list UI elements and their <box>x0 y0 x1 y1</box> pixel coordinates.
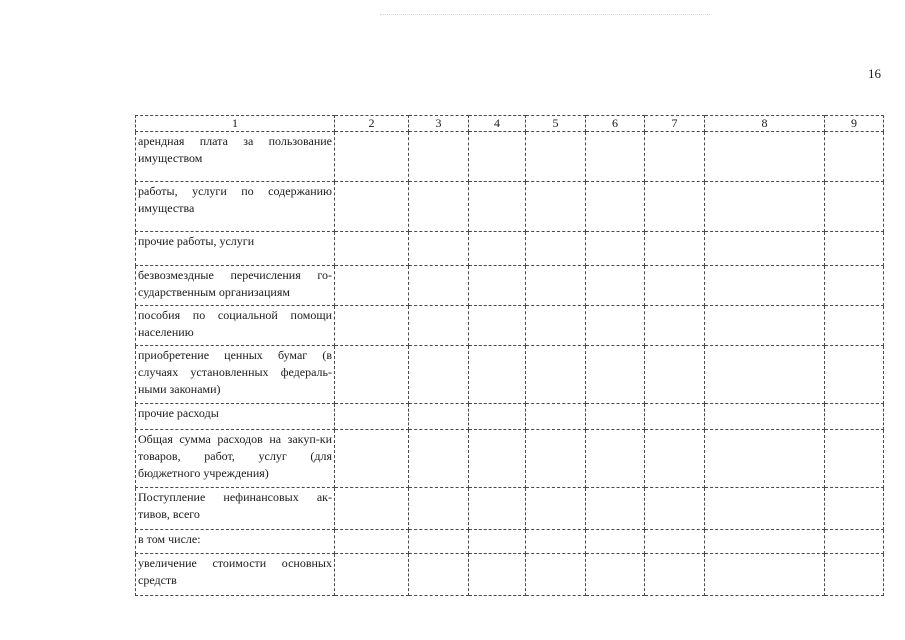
row-label-text: Общая сумма расходов на закуп-ки товаров, работ, услуг (для бюджетного учреждения) <box>138 432 332 480</box>
column-header: 4 <box>469 116 526 132</box>
column-header: 9 <box>825 116 884 132</box>
row-label <box>136 530 335 554</box>
column-header: 6 <box>586 116 645 132</box>
empty-cell <box>586 554 645 596</box>
empty-cell <box>469 306 526 346</box>
empty-cell <box>409 232 469 266</box>
empty-cell <box>335 232 409 266</box>
row-label-text: прочие расходы <box>138 406 219 420</box>
empty-cell <box>409 346 469 404</box>
table-row <box>136 182 884 232</box>
column-header: 7 <box>645 116 705 132</box>
empty-cell <box>526 404 586 430</box>
empty-cell <box>705 554 825 596</box>
empty-cell <box>705 430 825 488</box>
empty-cell <box>526 488 586 530</box>
table-row <box>136 404 884 430</box>
empty-cell <box>409 306 469 346</box>
column-header: 3 <box>409 116 469 132</box>
row-label <box>136 346 335 404</box>
column-header: 5 <box>526 116 586 132</box>
column-header: 1 <box>136 116 335 132</box>
empty-cell <box>705 306 825 346</box>
row-label <box>136 488 335 530</box>
empty-cell <box>409 488 469 530</box>
empty-cell <box>526 346 586 404</box>
empty-cell <box>526 430 586 488</box>
empty-cell <box>645 306 705 346</box>
empty-cell <box>469 182 526 232</box>
empty-cell <box>825 404 884 430</box>
empty-cell <box>469 232 526 266</box>
table-row <box>136 132 884 182</box>
empty-cell <box>645 430 705 488</box>
empty-cell <box>825 530 884 554</box>
empty-cell <box>526 530 586 554</box>
empty-cell <box>586 430 645 488</box>
row-label-text: безвозмездные перечисления го-сударственным организациям <box>138 268 332 299</box>
empty-cell <box>409 530 469 554</box>
table-row <box>136 306 884 346</box>
row-label <box>136 306 335 346</box>
empty-cell <box>705 182 825 232</box>
empty-cell <box>335 430 409 488</box>
empty-cell <box>645 530 705 554</box>
empty-cell <box>825 232 884 266</box>
empty-cell <box>409 430 469 488</box>
empty-cell <box>526 132 586 182</box>
empty-cell <box>469 266 526 306</box>
empty-cell <box>825 132 884 182</box>
empty-cell <box>645 554 705 596</box>
empty-cell <box>586 530 645 554</box>
row-label <box>136 554 335 596</box>
empty-cell <box>335 182 409 232</box>
row-label-text: приобретение ценных бумаг (в случаях установленных федераль-ными законами) <box>138 348 332 396</box>
row-label-text: увеличение стоимости основных средств <box>138 556 332 587</box>
empty-cell <box>526 266 586 306</box>
row-label <box>136 182 335 232</box>
row-label-text: в том числе: <box>138 532 201 546</box>
row-label <box>136 404 335 430</box>
empty-cell <box>409 266 469 306</box>
empty-cell <box>825 488 884 530</box>
empty-cell <box>645 232 705 266</box>
empty-cell <box>586 488 645 530</box>
empty-cell <box>335 488 409 530</box>
empty-cell <box>586 182 645 232</box>
empty-cell <box>705 132 825 182</box>
column-header: 2 <box>335 116 409 132</box>
empty-cell <box>825 346 884 404</box>
empty-cell <box>469 554 526 596</box>
empty-cell <box>409 404 469 430</box>
empty-cell <box>469 346 526 404</box>
empty-cell <box>335 530 409 554</box>
empty-cell <box>645 404 705 430</box>
empty-cell <box>526 554 586 596</box>
empty-cell <box>645 266 705 306</box>
empty-cell <box>526 306 586 346</box>
empty-cell <box>409 182 469 232</box>
row-label <box>136 430 335 488</box>
empty-cell <box>469 488 526 530</box>
row-label-text: пособия по социальной помощи населению <box>138 308 332 339</box>
table-row <box>136 530 884 554</box>
empty-cell <box>705 404 825 430</box>
row-label-text: арендная плата за пользование имуществом <box>138 134 332 165</box>
empty-cell <box>825 430 884 488</box>
table-row <box>136 554 884 596</box>
table-header-row <box>136 116 884 132</box>
empty-cell <box>526 182 586 232</box>
column-header: 8 <box>705 116 825 132</box>
empty-cell <box>705 232 825 266</box>
empty-cell <box>645 132 705 182</box>
row-label <box>136 232 335 266</box>
table-row <box>136 488 884 530</box>
empty-cell <box>586 306 645 346</box>
row-label <box>136 266 335 306</box>
table-body <box>136 116 884 596</box>
empty-cell <box>335 132 409 182</box>
empty-cell <box>586 266 645 306</box>
empty-cell <box>645 488 705 530</box>
empty-cell <box>586 346 645 404</box>
empty-cell <box>469 430 526 488</box>
empty-cell <box>335 306 409 346</box>
empty-cell <box>335 404 409 430</box>
empty-cell <box>705 488 825 530</box>
empty-cell <box>335 554 409 596</box>
empty-cell <box>469 132 526 182</box>
row-label <box>136 132 335 182</box>
row-label-text: Поступление нефинансовых ак-тивов, всего <box>138 490 332 521</box>
empty-cell <box>705 530 825 554</box>
empty-cell <box>645 182 705 232</box>
empty-cell <box>825 306 884 346</box>
empty-cell <box>335 266 409 306</box>
empty-cell <box>586 132 645 182</box>
empty-cell <box>586 232 645 266</box>
empty-cell <box>409 132 469 182</box>
table-row <box>136 232 884 266</box>
empty-cell <box>335 346 409 404</box>
empty-cell <box>705 346 825 404</box>
empty-cell <box>469 530 526 554</box>
empty-cell <box>409 554 469 596</box>
empty-cell <box>705 266 825 306</box>
empty-cell <box>825 554 884 596</box>
row-label-text: прочие работы, услуги <box>138 234 255 248</box>
empty-cell <box>469 404 526 430</box>
empty-cell <box>825 266 884 306</box>
empty-cell <box>825 182 884 232</box>
table-row <box>136 430 884 488</box>
budget-table <box>135 115 884 596</box>
empty-cell <box>645 346 705 404</box>
table-row <box>136 346 884 404</box>
row-label-text: работы, услуги по содержанию имущества <box>138 184 332 215</box>
empty-cell <box>586 404 645 430</box>
table-row <box>136 266 884 306</box>
page-number: 16 <box>868 66 881 81</box>
empty-cell <box>526 232 586 266</box>
scan-artifact <box>380 14 710 23</box>
